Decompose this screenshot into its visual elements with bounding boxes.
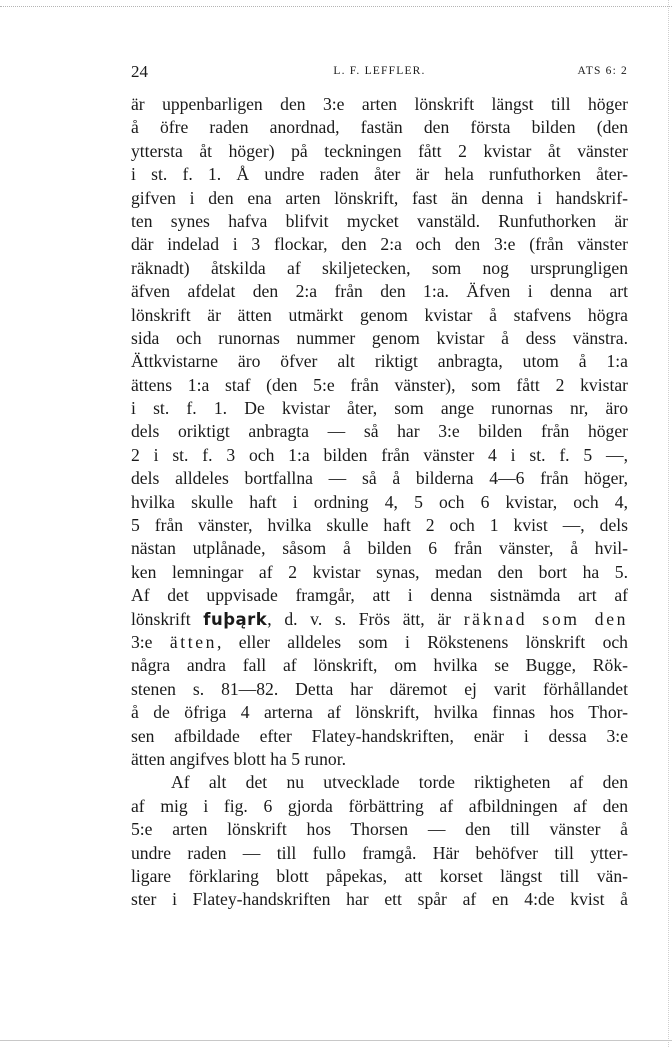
running-head-author: L. F. LEFFLER. (333, 65, 426, 77)
right-scan-edge (668, 0, 669, 1047)
text-line: i st. f. 1. Å undre raden åter är hela runfuthorken åter- (131, 164, 628, 185)
text-line-runic (131, 608, 628, 631)
text-line: gifven i den ena arten lönskrift, fast än denna i handskrif- (131, 187, 628, 208)
text-line: äfven afdelat den 2:a från den 1:a. Äfven i denna art (131, 281, 628, 302)
text-line-paragraph-end: ätten angifves blott ha 5 runor. (131, 748, 346, 769)
text-line: Af det uppvisade framgår, att i denna sistnämda art af (131, 585, 628, 606)
spaced-emphasis: ätten (169, 631, 218, 652)
text-line: Ättkvistarne äro öfver alt riktigt anbragta, utom å 1:a (131, 351, 628, 372)
text-line: undre raden — till fullo framgå. Här behöfver till ytter- (131, 842, 628, 863)
running-head-series: ATS 6: 2 (577, 65, 628, 77)
bottom-scan-edge (0, 1040, 672, 1041)
body-text (131, 93, 628, 912)
text-fragment: , d. v. s. Frös ätt, är (267, 608, 464, 629)
text-line: 5 från vänster, hvilka skulle haft 2 och 1 kvist —, dels (131, 515, 628, 536)
text-line: i st. f. 1. De kvistar åter, som ange runornas nr, äro (131, 398, 628, 419)
text-line: nästan utplånade, såsom å bilden 6 från vänster, å hvil- (131, 538, 628, 559)
text-line: af mig i fig. 6 gjorda förbättring af afbildningen af den (131, 795, 628, 816)
text-line: ken lemningar af 2 kvistar synas, medan den bort ha 5. (131, 561, 628, 582)
text-line: dels alldeles bortfallna — så å bilderna 4—6 från höger, (131, 468, 628, 489)
text-line-paragraph-start: Af alt det nu utvecklade torde riktigheten af den (171, 772, 628, 793)
runic-futhark-word: fuþąrk (203, 609, 268, 629)
text-line: yttersta åt höger) på teckningen fått 2 kvistar åt vänster (131, 140, 628, 161)
top-scan-edge (0, 6, 672, 7)
text-line: ster i Flatey-handskriften har ett spår af en 4:de kvist å (131, 889, 628, 910)
text-line: dels oriktigt anbragta — så har 3:e bilden från höger (131, 421, 628, 442)
spaced-emphasis: räknad som den (463, 608, 628, 629)
text-line: ten synes hafva blifvit mycket vanstäld. Runfuthorken är (131, 210, 628, 231)
text-line: ligare förklaring blott påpekas, att korset längst till vän- (131, 865, 628, 886)
text-line: hvilka skulle haft i ordning 4, 5 och 6 kvistar, och 4, (131, 491, 628, 512)
text-line-spaced (131, 631, 628, 654)
text-line: å öfre raden anordnad, fastän den första bilden (den (131, 117, 628, 138)
text-line: å de öfriga 4 arterna af lönskrift, hvilka finnas hos Thor- (131, 702, 628, 723)
text-line: är uppenbarligen den 3:e arten lönskrift längst till höger (131, 94, 628, 114)
text-line: stenen s. 81—82. Detta har däremot ej varit förhållandet (131, 678, 628, 699)
text-line: sida och runornas nummer genom kvistar å dess vänstra. (131, 327, 628, 348)
text-line: lönskrift är ätten utmärkt genom kvistar å stafvens högra (131, 304, 628, 325)
text-line: några andra fall af lönskrift, om hvilka se Bugge, Rök- (131, 655, 628, 676)
text-line: där indelad i 3 flockar, den 2:a och den 3:e (från vänster (131, 234, 628, 255)
text-line: 5:e arten lönskrift hos Thorsen — den till vänster å (131, 819, 628, 840)
text-fragment: , eller alldeles som i Rökstenens lönskrift och (217, 631, 628, 652)
running-head (131, 62, 628, 84)
text-fragment: lönskrift (131, 608, 204, 629)
text-line: räknadt) åtskilda af skiljetecken, som nog ursprungligen (131, 257, 628, 278)
text-line: sen afbildade efter Flatey-handskriften, enär i dessa 3:e (131, 725, 628, 746)
text-fragment: 3:e (131, 631, 170, 652)
text-line: 2 i st. f. 3 och 1:a bilden från vänster 4 i st. f. 5 —, (131, 444, 628, 465)
page-number: 24 (131, 62, 148, 81)
text-line: ättens 1:a staf (den 5:e från vänster), som fått 2 kvistar (131, 374, 628, 395)
